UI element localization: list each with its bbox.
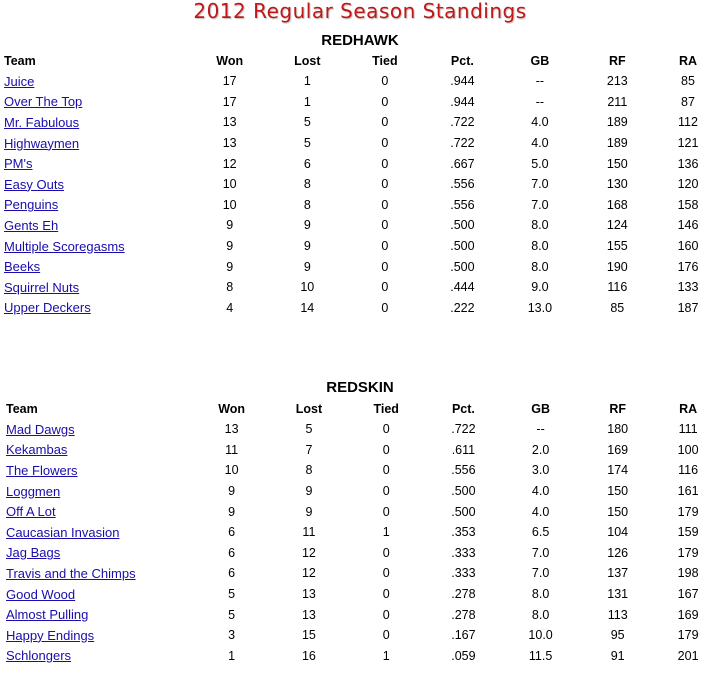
gb-cell: 6.5 xyxy=(531,525,550,540)
column-header-rf: RF xyxy=(608,53,626,68)
ra-cell: 112 xyxy=(678,115,698,130)
column-header-ra: RA xyxy=(678,53,698,68)
table-row xyxy=(6,646,720,667)
team-link[interactable]: Kekambas xyxy=(6,442,68,458)
won-cell: 11 xyxy=(225,442,239,457)
lost-cell: 6 xyxy=(303,156,311,171)
team-cell xyxy=(6,625,193,646)
won-cell: 6 xyxy=(228,525,236,540)
team-link[interactable]: Travis and the Chimps xyxy=(6,565,136,581)
tied-cell: 1 xyxy=(382,648,390,663)
pct-cell: .500 xyxy=(450,239,475,254)
team-cell xyxy=(4,133,191,154)
gb-cell: -- xyxy=(535,74,545,89)
won-cell: 9 xyxy=(226,218,234,233)
team-cell xyxy=(6,419,193,440)
team-cell xyxy=(4,215,191,236)
gb-cell: 8.0 xyxy=(531,587,550,602)
column-header-tied: Tied xyxy=(372,53,398,68)
team-cell xyxy=(4,92,191,113)
team-cell xyxy=(6,501,193,522)
gb-cell: 2.0 xyxy=(531,442,550,457)
table-row xyxy=(4,256,720,277)
tied-cell: 1 xyxy=(382,525,390,540)
pct-cell: .278 xyxy=(451,607,476,622)
team-cell xyxy=(4,195,191,216)
table-row xyxy=(6,563,720,584)
pct-cell: .167 xyxy=(451,628,476,643)
tied-cell: 0 xyxy=(382,628,390,643)
lost-cell: 14 xyxy=(300,300,315,315)
lost-cell: 15 xyxy=(301,628,316,643)
column-header-team: Team xyxy=(4,53,36,68)
column-header-tied: Tied xyxy=(373,401,399,416)
lost-cell: 8 xyxy=(303,177,311,192)
won-cell: 12 xyxy=(222,156,237,171)
lost-cell: 5 xyxy=(305,422,313,437)
standings-table-redhawk xyxy=(4,50,720,318)
gb-cell: -- xyxy=(536,422,545,437)
standings-table-redskin xyxy=(6,398,720,666)
division-heading-redskin: REDSKIN xyxy=(326,379,394,396)
won-cell: 9 xyxy=(228,484,236,499)
team-link[interactable]: Almost Pulling xyxy=(6,607,89,623)
rf-cell: 85 xyxy=(610,300,625,315)
lost-cell: 11 xyxy=(302,525,316,540)
team-link[interactable]: Gents Eh xyxy=(4,217,59,233)
table-header-row xyxy=(4,50,720,71)
team-cell xyxy=(6,460,193,481)
team-link[interactable]: Mr. Fabulous xyxy=(4,114,80,130)
team-link[interactable]: Happy Endings xyxy=(6,627,95,643)
ra-cell: 116 xyxy=(678,463,699,478)
table-row xyxy=(6,440,720,461)
team-link[interactable]: Over The Top xyxy=(4,94,83,110)
won-cell: 6 xyxy=(228,566,236,581)
ra-cell: 201 xyxy=(677,648,699,663)
team-cell xyxy=(6,543,193,564)
lost-cell: 8 xyxy=(305,463,313,478)
column-header-pct: Pct. xyxy=(451,401,475,416)
ra-cell: 111 xyxy=(678,422,698,437)
rf-cell: 91 xyxy=(610,648,625,663)
team-link[interactable]: Schlongers xyxy=(6,648,72,664)
won-cell: 3 xyxy=(228,628,236,643)
team-cell xyxy=(6,481,193,502)
ra-cell: 100 xyxy=(677,442,699,457)
gb-cell: 13.0 xyxy=(527,300,553,315)
rf-cell: 190 xyxy=(606,259,628,274)
gb-cell: 8.0 xyxy=(531,218,549,233)
lost-cell: 13 xyxy=(301,587,316,602)
won-cell: 10 xyxy=(222,177,237,192)
ra-cell: 120 xyxy=(677,177,699,192)
team-cell xyxy=(4,174,191,195)
lost-cell: 7 xyxy=(305,442,313,457)
team-link[interactable]: Jag Bags xyxy=(6,545,61,561)
table-row xyxy=(4,92,720,113)
rf-cell: 168 xyxy=(606,197,628,212)
table-row xyxy=(4,112,720,133)
rf-cell: 131 xyxy=(607,587,629,602)
page-title: 2012 Regular Season Standings xyxy=(193,0,527,23)
table-row xyxy=(4,71,720,92)
team-link[interactable]: Highwaymen xyxy=(4,135,80,151)
gb-cell: 4.0 xyxy=(531,136,549,151)
column-header-won: Won xyxy=(216,53,244,68)
tied-cell: 0 xyxy=(381,300,389,315)
table-row xyxy=(4,236,720,257)
won-cell: 13 xyxy=(222,115,237,130)
pct-cell: .722 xyxy=(451,422,476,437)
column-header-pct: Pct. xyxy=(450,53,474,68)
won-cell: 1 xyxy=(228,648,236,663)
team-link[interactable]: Upper Deckers xyxy=(4,300,91,316)
tied-cell: 0 xyxy=(382,484,390,499)
table-row xyxy=(4,133,720,154)
rf-cell: 155 xyxy=(606,239,628,254)
tied-cell: 0 xyxy=(382,463,390,478)
team-link[interactable]: Loggmen xyxy=(6,483,61,499)
table-row xyxy=(6,460,720,481)
team-cell xyxy=(6,522,193,543)
rf-cell: 150 xyxy=(607,484,629,499)
gb-cell: 8.0 xyxy=(531,607,550,622)
table-row xyxy=(6,584,720,605)
team-link[interactable]: Beeks xyxy=(4,259,41,275)
pct-cell: .944 xyxy=(450,74,475,89)
pct-cell: .353 xyxy=(451,525,476,540)
tied-cell: 0 xyxy=(381,218,389,233)
ra-cell: 160 xyxy=(677,239,699,254)
won-cell: 4 xyxy=(226,300,234,315)
won-cell: 17 xyxy=(222,94,237,109)
gb-cell: 7.0 xyxy=(531,177,549,192)
column-header-gb: GB xyxy=(531,401,550,416)
pct-cell: .944 xyxy=(450,94,475,109)
won-cell: 5 xyxy=(228,587,236,602)
ra-cell: 158 xyxy=(677,197,699,212)
tied-cell: 0 xyxy=(382,442,390,457)
team-link[interactable]: The Flowers xyxy=(6,462,78,478)
ra-cell: 159 xyxy=(677,525,699,540)
rf-cell: 180 xyxy=(607,422,629,437)
team-cell xyxy=(6,440,193,461)
ra-cell: 136 xyxy=(677,156,699,171)
rf-cell: 124 xyxy=(606,218,628,233)
gb-cell: 7.0 xyxy=(531,545,550,560)
tied-cell: 0 xyxy=(381,197,389,212)
team-cell xyxy=(6,646,193,667)
ra-cell: 176 xyxy=(677,259,699,274)
tied-cell: 0 xyxy=(382,504,390,519)
lost-cell: 1 xyxy=(303,94,311,109)
tied-cell: 0 xyxy=(381,177,389,192)
pct-cell: .667 xyxy=(450,156,475,171)
tied-cell: 0 xyxy=(381,156,389,171)
rf-cell: 104 xyxy=(607,525,629,540)
gb-cell: 5.0 xyxy=(531,156,549,171)
lost-cell: 9 xyxy=(303,218,311,233)
rf-cell: 116 xyxy=(607,280,628,295)
rf-cell: 213 xyxy=(606,74,628,89)
table-row xyxy=(6,625,720,646)
ra-cell: 179 xyxy=(677,504,699,519)
pct-cell: .722 xyxy=(450,136,475,151)
ra-cell: 167 xyxy=(677,587,699,602)
team-cell xyxy=(4,153,191,174)
team-cell xyxy=(4,71,191,92)
pct-cell: .059 xyxy=(451,648,476,663)
lost-cell: 9 xyxy=(305,484,313,499)
table-row xyxy=(4,298,720,319)
pct-cell: .500 xyxy=(450,218,475,233)
team-link[interactable]: Good Wood xyxy=(6,586,76,602)
tied-cell: 0 xyxy=(381,74,389,89)
ra-cell: 187 xyxy=(677,300,699,315)
team-cell xyxy=(6,584,193,605)
gb-cell: 3.0 xyxy=(531,463,550,478)
pct-cell: .444 xyxy=(450,280,475,295)
ra-cell: 169 xyxy=(677,607,699,622)
ra-cell: 179 xyxy=(677,545,699,560)
pct-cell: .556 xyxy=(451,463,476,478)
tied-cell: 0 xyxy=(382,545,390,560)
team-cell xyxy=(4,112,191,133)
ra-cell: 87 xyxy=(681,94,695,109)
gb-cell: 9.0 xyxy=(531,280,549,295)
tied-cell: 0 xyxy=(381,239,389,254)
tied-cell: 0 xyxy=(381,136,389,151)
column-header-won: Won xyxy=(218,401,246,416)
table-row xyxy=(6,522,720,543)
column-header-rf: RF xyxy=(609,401,627,416)
won-cell: 8 xyxy=(226,280,234,295)
table-row xyxy=(6,481,720,502)
column-header-team: Team xyxy=(6,401,38,416)
lost-cell: 5 xyxy=(303,136,311,151)
team-link[interactable]: Easy Outs xyxy=(4,176,64,192)
tied-cell: 0 xyxy=(382,566,390,581)
won-cell: 13 xyxy=(222,136,237,151)
team-cell xyxy=(4,256,191,277)
column-header-lost: Lost xyxy=(295,401,323,416)
column-header-lost: Lost xyxy=(294,53,321,68)
rf-cell: 126 xyxy=(607,545,629,560)
won-cell: 6 xyxy=(228,545,236,560)
tied-cell: 0 xyxy=(382,422,390,437)
gb-cell: 7.0 xyxy=(531,197,549,212)
pct-cell: .556 xyxy=(450,177,475,192)
pct-cell: .278 xyxy=(451,587,476,602)
won-cell: 17 xyxy=(222,74,237,89)
won-cell: 9 xyxy=(226,259,234,274)
table-row xyxy=(4,174,720,195)
ra-cell: 179 xyxy=(677,628,699,643)
lost-cell: 1 xyxy=(303,74,311,89)
team-link[interactable]: Mad Dawgs xyxy=(6,421,75,437)
team-link[interactable]: Squirrel Nuts xyxy=(4,279,80,295)
lost-cell: 9 xyxy=(303,239,311,254)
pct-cell: .333 xyxy=(451,566,476,581)
gb-cell: 4.0 xyxy=(531,484,550,499)
rf-cell: 211 xyxy=(607,94,628,109)
gb-cell: 10.0 xyxy=(528,628,553,643)
rf-cell: 189 xyxy=(606,115,628,130)
table-row xyxy=(4,195,720,216)
division-heading-redhawk: REDHAWK xyxy=(321,32,399,49)
rf-cell: 174 xyxy=(607,463,629,478)
table-row xyxy=(6,419,720,440)
team-link[interactable]: Penguins xyxy=(4,197,59,213)
pct-cell: .556 xyxy=(450,197,475,212)
ra-cell: 198 xyxy=(677,566,699,581)
tied-cell: 0 xyxy=(382,607,390,622)
team-cell xyxy=(6,604,193,625)
team-link[interactable]: Multiple Scoregasms xyxy=(4,238,125,254)
rf-cell: 113 xyxy=(607,607,628,622)
lost-cell: 12 xyxy=(301,566,316,581)
lost-cell: 12 xyxy=(301,545,316,560)
ra-cell: 146 xyxy=(677,218,699,233)
won-cell: 10 xyxy=(224,463,239,478)
rf-cell: 169 xyxy=(607,442,629,457)
won-cell: 5 xyxy=(228,607,236,622)
ra-cell: 161 xyxy=(677,484,699,499)
lost-cell: 13 xyxy=(301,607,316,622)
gb-cell: 8.0 xyxy=(531,259,549,274)
gb-cell: 4.0 xyxy=(531,115,549,130)
team-link[interactable]: Off A Lot xyxy=(6,504,56,520)
rf-cell: 150 xyxy=(606,156,628,171)
gb-cell: 4.0 xyxy=(531,504,550,519)
ra-cell: 121 xyxy=(677,136,699,151)
table-row xyxy=(4,153,720,174)
team-cell xyxy=(4,298,191,319)
rf-cell: 95 xyxy=(610,628,625,643)
team-link[interactable]: Juice xyxy=(4,73,35,89)
gb-cell: 8.0 xyxy=(531,239,549,254)
tied-cell: 0 xyxy=(381,115,389,130)
column-header-ra: RA xyxy=(679,401,698,416)
pct-cell: .611 xyxy=(451,442,476,457)
team-cell xyxy=(6,563,193,584)
gb-cell: 7.0 xyxy=(531,566,550,581)
pct-cell: .722 xyxy=(450,115,475,130)
tied-cell: 0 xyxy=(382,587,390,602)
table-row xyxy=(4,277,720,298)
won-cell: 13 xyxy=(224,422,239,437)
table-row xyxy=(6,501,720,522)
pct-cell: .500 xyxy=(451,484,476,499)
column-header-gb: GB xyxy=(530,53,550,68)
tied-cell: 0 xyxy=(381,259,389,274)
lost-cell: 9 xyxy=(303,259,311,274)
table-row xyxy=(6,604,720,625)
pct-cell: .500 xyxy=(450,259,475,274)
team-link[interactable]: Caucasian Invasion xyxy=(6,524,120,540)
gb-cell: -- xyxy=(535,94,545,109)
ra-cell: 133 xyxy=(677,280,699,295)
pct-cell: .500 xyxy=(451,504,476,519)
lost-cell: 9 xyxy=(305,504,313,519)
lost-cell: 5 xyxy=(303,115,311,130)
table-row xyxy=(4,215,720,236)
pct-cell: .222 xyxy=(450,300,475,315)
rf-cell: 189 xyxy=(606,136,628,151)
team-link[interactable]: PM's xyxy=(4,156,33,172)
lost-cell: 10 xyxy=(300,280,315,295)
rf-cell: 130 xyxy=(606,177,628,192)
won-cell: 9 xyxy=(226,239,234,254)
rf-cell: 150 xyxy=(607,504,629,519)
ra-cell: 85 xyxy=(681,74,695,89)
tied-cell: 0 xyxy=(381,94,389,109)
lost-cell: 16 xyxy=(301,648,316,663)
lost-cell: 8 xyxy=(303,197,311,212)
team-cell xyxy=(4,236,191,257)
gb-cell: 11.5 xyxy=(528,648,553,663)
won-cell: 9 xyxy=(228,504,236,519)
tied-cell: 0 xyxy=(381,280,389,295)
won-cell: 10 xyxy=(222,197,237,212)
team-cell xyxy=(4,277,191,298)
pct-cell: .333 xyxy=(451,545,476,560)
rf-cell: 137 xyxy=(607,566,629,581)
table-header-row xyxy=(6,398,720,419)
table-row xyxy=(6,543,720,564)
